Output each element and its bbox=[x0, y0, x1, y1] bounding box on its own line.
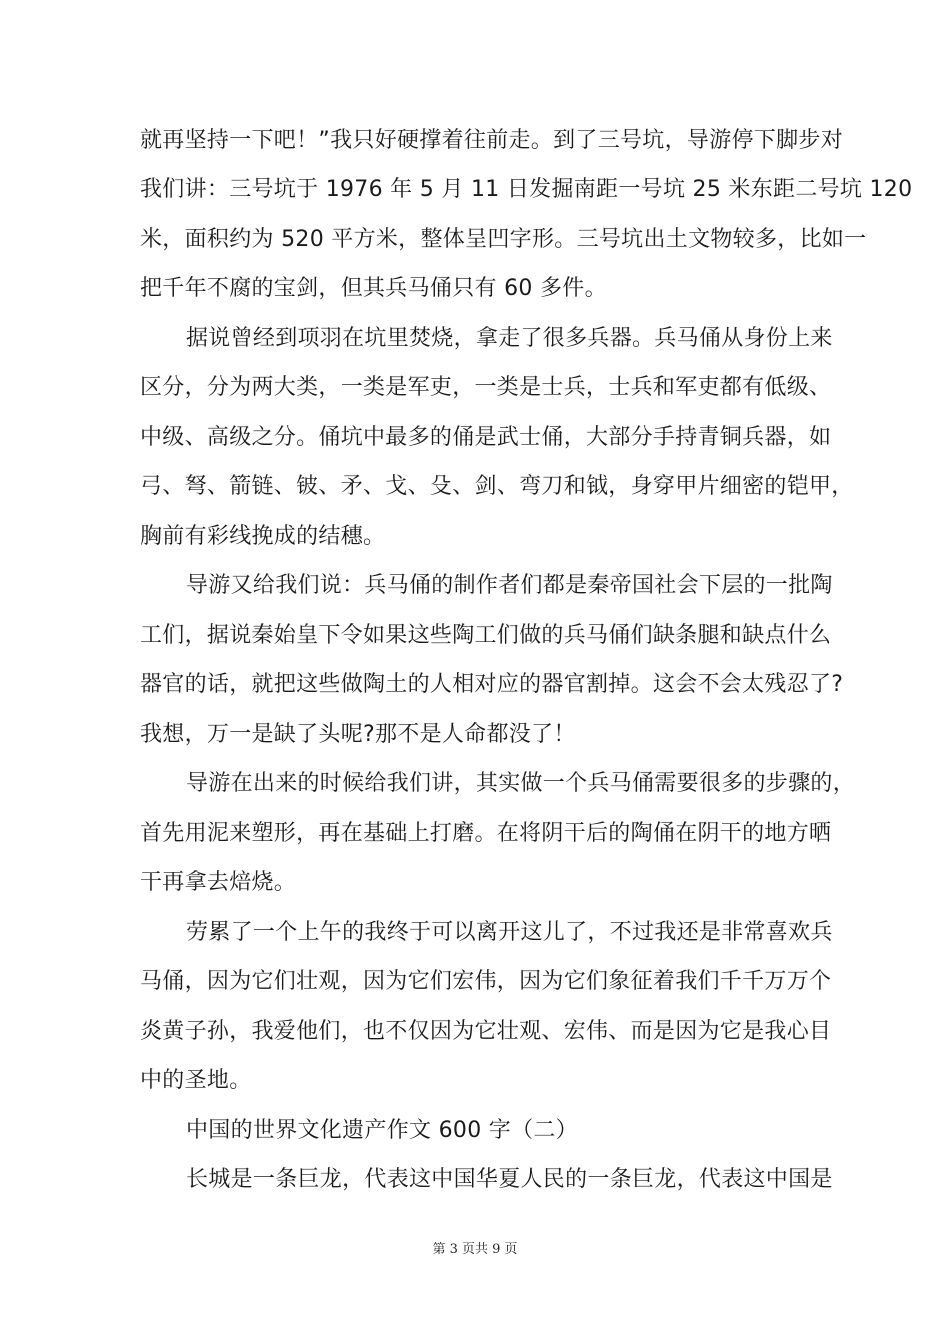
text-line: 区分，分为两大类，一类是军吏，一类是士兵，士兵和军吏都有低级、 bbox=[140, 375, 832, 400]
text-line: 中级、高级之分。俑坑中最多的俑是武士俑，大部分手持青铜兵器，如 bbox=[140, 425, 832, 450]
text-line: 工们，据说秦始皇下令如果这些陶工们做的兵马俑们缺条腿和缺点什么 bbox=[140, 623, 832, 648]
text-line: 干再拿去焙烧。 bbox=[140, 870, 297, 895]
text-line: 马俑，因为它们壮观，因为它们宏伟，因为它们象征着我们千千万万个 bbox=[140, 969, 832, 994]
text-line: 米，面积约为 520 平方米，整体呈凹字形。三号坑出土文物较多，比如一 bbox=[140, 227, 867, 252]
paragraph-start-line: 劳累了一个上午的我终于可以离开这儿了，不过我还是非常喜欢兵 bbox=[186, 920, 833, 945]
text-line: 把千年不腐的宝剑，但其兵马俑只有 60 多件。 bbox=[140, 276, 607, 301]
text-line: 我想，万一是缺了头呢?那不是人命都没了！ bbox=[140, 722, 576, 747]
text-line: 胸前有彩线挽成的结穗。 bbox=[140, 524, 386, 549]
section-heading: 中国的世界文化遗产作文 600 字（二） bbox=[186, 1118, 578, 1143]
text-line: 中的圣地。 bbox=[140, 1068, 252, 1093]
paragraph-start-line: 导游又给我们说：兵马俑的制作者们都是秦帝国社会下层的一批陶 bbox=[186, 573, 833, 598]
text-line: 弓、弩、箭链、铍、矛、戈、殳、剑、弯刀和钺，身穿甲片细密的铠甲， bbox=[140, 474, 854, 499]
page-footer: 第 3 页共 9 页 bbox=[432, 1242, 518, 1257]
text-line: 炎黄子孙，我爱他们，也不仅因为它壮观、宏伟、而是因为它是我心目 bbox=[140, 1019, 832, 1044]
text-line: 就再坚持一下吧！”我只好硬撑着往前走。到了三号坑，导游停下脚步对 bbox=[140, 128, 843, 153]
paragraph-start-line: 据说曾经到项羽在坑里焚烧，拿走了很多兵器。兵马俑从身份上来 bbox=[186, 326, 833, 351]
paragraph-start-line: 导游在出来的时候给我们讲，其实做一个兵马俑需要很多的步骤的， bbox=[186, 771, 856, 796]
text-line: 首先用泥来塑形，再在基础上打磨。在将阴干后的陶俑在阴干的地方晒 bbox=[140, 821, 832, 846]
text-line: 我们讲：三号坑于 1976 年 5 月 11 日发掘南距一号坑 25 米东距二号坑 120 bbox=[140, 177, 913, 202]
paragraph-start-line: 长城是一条巨龙，代表这中国华夏人民的一条巨龙，代表这中国是 bbox=[186, 1167, 833, 1192]
text-line: 器官的话，就把这些做陶土的人相对应的器官割掉。这会不会太残忍了? bbox=[140, 672, 844, 697]
